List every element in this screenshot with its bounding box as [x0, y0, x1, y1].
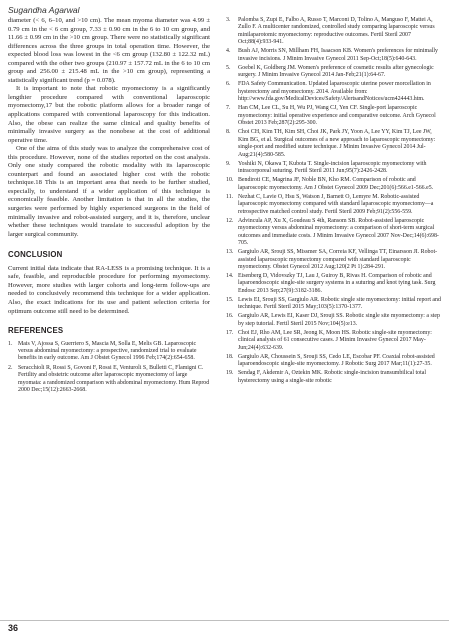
reference-item	[226, 330, 442, 352]
reference-number: 19.	[226, 370, 234, 377]
reference-text: Gargiulo AR, Srouji SS, Missmer SA, Correia KF, Vellinga TT, Einarsson JI. Robot-assisted laparoscopic myomectomy compared with standard laparoscopic myomectomy. Obstet Gynecol 2012 Aug;120(2 Pt 1):284-291.	[238, 249, 438, 270]
reference-item	[226, 249, 442, 271]
reference-item	[226, 313, 442, 328]
reference-item	[226, 129, 442, 159]
reference-text: Choi EJ, Rho AM, Lee SR, Jeong K, Moon HS. Robotic single-site myomectomy: clinical analysis of 61 consecutive cases. J Minim Invasive Gynecol 2017 May-Jun;24(4):632-639.	[238, 329, 432, 351]
reference-text: Gargiulo AR, Choussein S, Srouji SS, Cedo LE, Escobar PF. Coaxial robot-assisted laparoendoscopic single-site myomectomy. J Robotic Surg 2017 Mar;11(1):27-35.	[238, 353, 435, 368]
reference-text: Han CM, Lee CL, Su H, Wu PJ, Wang CJ, Yen CF. Single-port laparoscopic myomectomy: initial operative experience and comparative outcome. Arch Gynecol Obstet 2013 Feb;287(2):295-300.	[238, 105, 436, 127]
conclusion-heading: CONCLUSION	[8, 250, 63, 260]
reference-number: 8.	[226, 129, 231, 136]
reference-number: 18.	[226, 353, 234, 360]
reference-text: Bendiroti CE, Magrina JF, Noble BN, Kho RM. Comparison of robotic and laparoscopic myomectomy. Am J Obstet Gynecol 2009 Dec;201(6):566.e1-566.e5.	[238, 177, 434, 191]
footer-divider	[0, 620, 449, 621]
reference-text: Goebel K, Goldberg JM. Women's preference of cosmetic results after gynecologic surgery. J Minim Invasive Gynecol 2014 Jan-Feb;21(1):64-67.	[238, 64, 434, 79]
left-column	[8, 17, 210, 396]
reference-number: 12.	[226, 217, 234, 224]
reference-number: 15.	[226, 296, 234, 303]
reference-item	[226, 48, 442, 63]
reference-item	[226, 218, 442, 248]
running-head: Sugandha Agarwal	[8, 5, 80, 15]
reference-number: 4.	[226, 48, 231, 55]
reference-number: 5.	[226, 64, 231, 71]
reference-number: 1.	[8, 340, 13, 347]
body-paragraph: It is important to note that robotic myomectomy is a significantly lengthier procedure compared with conventional laparoscopic myomectomy,17 but the robotic platform allows for a broader range of applications compared with conventional laparoscopy for this indication. Also, the obese can realize the same clinical and quality benefits of minimally invasive surgery as the nonobese at the cost of additional operative time.	[8, 85, 210, 144]
reference-item	[226, 177, 442, 192]
references-list-left	[8, 341, 210, 395]
reference-number: 7.	[226, 105, 231, 112]
reference-item	[226, 81, 442, 103]
reference-item	[226, 297, 442, 312]
references-list-right	[226, 17, 442, 387]
reference-number: 3.	[226, 17, 231, 23]
reference-text: Gargiulo AR, Lewis EI, Kaser DJ, Srouji SS. Robotic single site myomectomy: a step by step tutorial. Fertil Steril 2015 Nov;104(5):e13.	[238, 313, 440, 327]
body-paragraph: One of the aims of this study was to analyze the comprehensive cost of this procedure. However, none of the studies reported on the cost analysis. Only one study compared the robotic modality with its laparoscopic counterpart and found an associated higher cost with the robotic technique.18 This is an important area that needs to be further studied, especially, to understand if a wider application of this technique is economically feasible. Another limitation is that in all the studies, the surgeries were performed by highly experienced surgeons in the field of minimally invasive and robot-assisted surgery, and it is, therefore, unclear whether these techniques would translate to successful adoption by the larger surgical community.	[8, 145, 210, 238]
reference-number: 14.	[226, 273, 234, 280]
reference-item	[226, 161, 442, 176]
reference-item	[226, 105, 442, 127]
reference-text: Yoshiki N, Okawa T, Kubota T. Single-incision laparoscopic myomectomy with intracorporeal suturing. Fertil Steril 2011 Jun;95(7):2426-2428.	[238, 160, 427, 175]
reference-item	[8, 341, 210, 363]
reference-item	[226, 17, 442, 47]
reference-number: 9.	[226, 160, 231, 167]
reference-text: Choi CH, Kim TH, Kim SH, Choi JK, Park JY, Yoon A, Lee YY, Kim TJ, Lee JW, Kim BG, et al. Surgical outcomes of a new approach to laparoscopic myomectomy: single-port and modified suture technique. J Minim Invasive Gynecol 2014 Jul-Aug;21(4):580-585.	[238, 129, 436, 158]
references-heading: REFERENCES	[8, 326, 64, 336]
reference-number: 11.	[226, 193, 234, 200]
reference-number: 17.	[226, 329, 234, 336]
reference-text: Eisenberg D, Vidovszky TJ, Lau J, Guiroy B, Rivas H. Comparison of robotic and laparoendoscopic single-site surgery systems in a suturing and knot tying task. Surg Endosc 2013 Sep;27(9):3182-3186.	[238, 273, 436, 294]
reference-text: Advincula AP, Xu X, Goudeau S 4th, Ransom SB. Robot-assisted laparoscopic myomectomy versus abdominal myomectomy: a comparison of short-term surgical outcomes and immediate costs. J Minim Invasive Gynecol 2007 Nov-Dec;14(6):698-705.	[238, 217, 439, 247]
reference-text: Lewis EI, Srouji SS, Gargiulo AR. Robotic single site myomectomy: initial report and technique. Fertil Steril 2015 May;103(5):1370-1377.	[238, 296, 441, 311]
reference-number: 2.	[8, 364, 13, 371]
reference-text: Mais V, Ajossa S, Guerriero S, Mascia M, Solla E, Melis GB. Laparoscopic versus abdominal myomectomy: a prospective, randomized trial to evaluate benefits in early outcome. Am J Obstet Gynecol 1996 Feb;174(2):654-658.	[18, 340, 197, 362]
reference-text: FDA Safety Communication. Updated laparoscopic uterine power morcellation in hysterectomy and myomectomy. 2014. Available from: http://www.fda.gov/MedicalDevices/Safety/AlertsandNotices/ucm424443.htm.	[238, 81, 431, 103]
reference-text: Palomba S, Zupi E, Falbo A, Russo T, Marconi D, Tolino A, Manguso F, Mattei A, Zullo F. A multicenter randomized, controlled study comparing laparoscopic versus minilaparotomic myomectomy: reproductive outcomes. Fertil Steril 2007 Oct;88(4):933-941.	[238, 17, 435, 46]
reference-number: 10.	[226, 177, 234, 184]
reference-number: 16.	[226, 313, 234, 320]
conclusion-paragraph: Current initial data indicate that RA-LESS is a promising technique. It is a safe, feasible, and reproducible procedure for performing myomectomy. However, more studies with larger cohorts and long-term follow-ups are needed to conclusively recommend this technique for a wider application. Also, the exact indications for its use and patient selection criteria for optimum outcome still need to be determined.	[8, 264, 210, 315]
reference-text: Nezhat C, Lavie O, Hsu S, Watson J, Barnett O, Lemyre M. Robotic-assisted laparoscopic myomectomy compared with standard laparoscopic myomectomy—a retrospective matched control study. Fertil Steril 2009 Feb;91(2):556-559.	[238, 193, 434, 215]
page-number: 36	[8, 623, 19, 633]
reference-item	[8, 365, 210, 395]
reference-item	[226, 354, 442, 369]
reference-text: Sendag F, Akdemir A, Oztekin MK. Robotic single-incision transumbilical total hysterectomy using a single-site robotic	[238, 370, 427, 384]
reference-number: 6.	[226, 81, 231, 88]
reference-item	[226, 370, 442, 385]
reference-item	[226, 65, 442, 80]
reference-text: Bush AJ, Morris SN, Millham FH, Isaacson KB. Women's preferences for minimally invasive incisions. J Minim Invasive Gynecol 2011 Sep-Oct;18(5):640-643.	[238, 48, 438, 62]
reference-item	[226, 194, 442, 216]
body-paragraph: diameter (< 6, 6–10, and >10 cm). The mean myoma diameter was 4.99 ± 0.79 cm in the < 6 cm group, 7.33 ± 0.90 cm in the 6 to 10 cm group, and 11.66 ± 0.99 cm in the >10 cm group. There were no statistically significant differences across the three groups in total operation time. However, the expected blood loss was lowest in the <6 cm group (132.80 ± 122.32 mL) compared with the other two groups (210.97 ± 157.72 mL in the 6 to 10 cm group and 256.00 ± 215.48 mL in the >10 cm group), representing a statistically significant trend (p = 0.078).	[8, 17, 210, 84]
reference-item	[226, 273, 442, 295]
reference-number: 13.	[226, 249, 234, 256]
reference-text: Seracchioli R, Rossi S, Govoni F, Rossi E, Venturoli S, Bulletti C, Flamigni C. Fertility and obstetric outcome after laparoscopic myomectomy of large myomata: a randomized comparison with abdominal myomectomy. Hum Reprod 2000 Dec;15(12):2663-2668.	[18, 364, 210, 394]
